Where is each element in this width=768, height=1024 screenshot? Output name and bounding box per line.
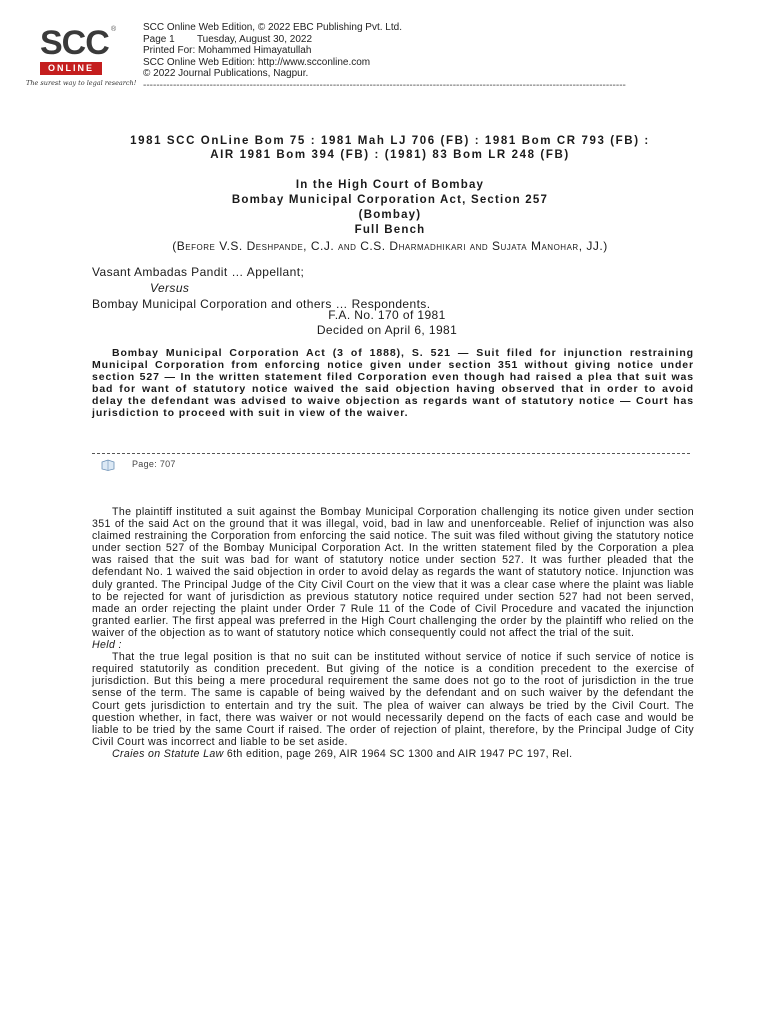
- meta-printed-for: Printed For: Mohammed Himayatullah: [143, 45, 312, 57]
- meta-page: Page 1: [143, 33, 175, 45]
- statute-section: Bombay Municipal Corporation Act, Section 257: [231, 194, 549, 206]
- decided-date: Decided on April 6, 1981: [316, 323, 458, 337]
- logo-online-banner: ONLINE: [40, 62, 102, 75]
- citation-line-1: 1981 SCC OnLine Bom 75 : 1981 Mah LJ 706 (FB) : 1981 Bom CR 793 (FB) :: [130, 135, 650, 147]
- reference-rest: 6th edition, page 269, AIR 1964 SC 1300 and AIR 1947 PC 197, Rel.: [223, 747, 573, 760]
- page-divider: [92, 453, 690, 454]
- meta-edition: SCC Online Web Edition, © 2022 EBC Publishing Pvt. Ltd.: [143, 22, 402, 33]
- bench-type: Full Bench: [354, 224, 426, 236]
- print-meta: [143, 22, 683, 92]
- registered-mark: ®: [111, 26, 117, 33]
- meta-page-date: [143, 34, 683, 46]
- versus: Versus: [150, 281, 190, 295]
- scc-online-logo: [26, 24, 137, 94]
- logo-brand: SCC: [40, 24, 109, 62]
- page-marker-icon: [101, 459, 115, 471]
- court-heading: [95, 178, 685, 238]
- meta-rule: -------------------------------------------------------------------------------------------------------------------------------------------------: [143, 79, 626, 91]
- parties: [92, 264, 692, 312]
- meta-website: SCC Online Web Edition: http://www.scconline.com: [143, 56, 371, 68]
- headnote: Bombay Municipal Corporation Act (3 of 1888), S. 521 — Suit filed for injunction restraining Municipal Corporation from enforcing notice given under section 351 without giving notice under section 527 — In the written statement filed Corporation even though had raised a plea that suit was bad for want of statutory notice waived the said objection having observed that in order to avoid delay the defendant was advised to waive objection as regards want of statutory notice — Court has jurisdiction to proceed with suit in view of the waiver.: [92, 347, 694, 419]
- reference-title: Craies on Statute Law: [112, 747, 224, 760]
- citation: [95, 134, 685, 162]
- citation-line-2: AIR 1981 Bom 394 (FB) : (1981) 83 Bom LR 248 (FB): [210, 149, 570, 161]
- meta-copyright: © 2022 Journal Publications, Nagpur.: [143, 68, 309, 80]
- respondent: Bombay Municipal Corporation and others … Respondents.: [92, 297, 431, 311]
- bench-judges-text: (Before V.S. Deshpande, C.J. and C.S. Dharmadhikari and Sujata Manohar, JJ.): [172, 239, 608, 253]
- case-number: F.A. No. 170 of 1981: [328, 308, 446, 322]
- bench-judges: [95, 239, 685, 253]
- logo-tagline: The surest way to legal research!: [26, 79, 137, 87]
- judgment-body: [92, 506, 694, 760]
- reference-line: [92, 748, 694, 760]
- meta-date: Tuesday, August 30, 2022: [196, 33, 313, 45]
- appellant: Vasant Ambadas Pandit … Appellant;: [92, 265, 305, 279]
- page-marker-label: Page: 707: [132, 459, 176, 469]
- body-paragraph-1: The plaintiff instituted a suit against the Bombay Municipal Corporation challenging its notice given under section 351 of the said Act on the ground that it was illegal, void, bad in law and unenforceable. Relief of injunction was also claimed restraining the Corporation from enforcing the said notice. The suit was filed without giving the statutory notice under section 527 of the Bombay Municipal Corporation Act. In the written statement filed by the Corporation a plea was raised that the suit was bad for want of statutory notice under section 527. It was further pleaded that the defendant No. 1 waived the said objection in order to avoid delay as regards the want of statutory notice. Injunction was duly granted. The Principal Judge of the City Civil Court on the view that it was a clear case where the plaint was liable to be rejected for want of jurisdiction as previous statutory notice required under section 527 had not been served, made an order rejecting the plaint under Order 7 Rule 11 of the Code of Civil Procedure and vacated the injunction granted earlier. The first appeal was preferred in the High Court challenging the order by the plaintiff who relied on the waiver of the objection as to want of statutory notice which consequently could not affect the trial of the suit.: [92, 506, 694, 639]
- held-label: Held :: [92, 639, 122, 652]
- case-info: [92, 308, 682, 338]
- jurisdiction: (Bombay): [358, 209, 422, 221]
- body-paragraph-2: That the true legal position is that no suit can be instituted without service of notice if such service of notice is required statutorily as condition precedent. But giving of the notice is a condition precedent to the exercise of jurisdiction. But this being a mere procedural requirement the same does not go to the root of jurisdiction in the true sense of the term. The same is capable of being waived by the defendant and on such waiver by the defendant the Court gets jurisdiction to entertain and try the suit. The plea of waiver can always be tried by the Civil Court. The question whether, in fact, there was waiver or not would necessarily depend on the facts of each case and would be liable to be tried by the same Court if raised. The order of rejection of plaint, therefore, by the Principal Judge of City Civil Court was incorrect and liable to be set aside.: [92, 651, 694, 748]
- court-name: In the High Court of Bombay: [295, 179, 485, 191]
